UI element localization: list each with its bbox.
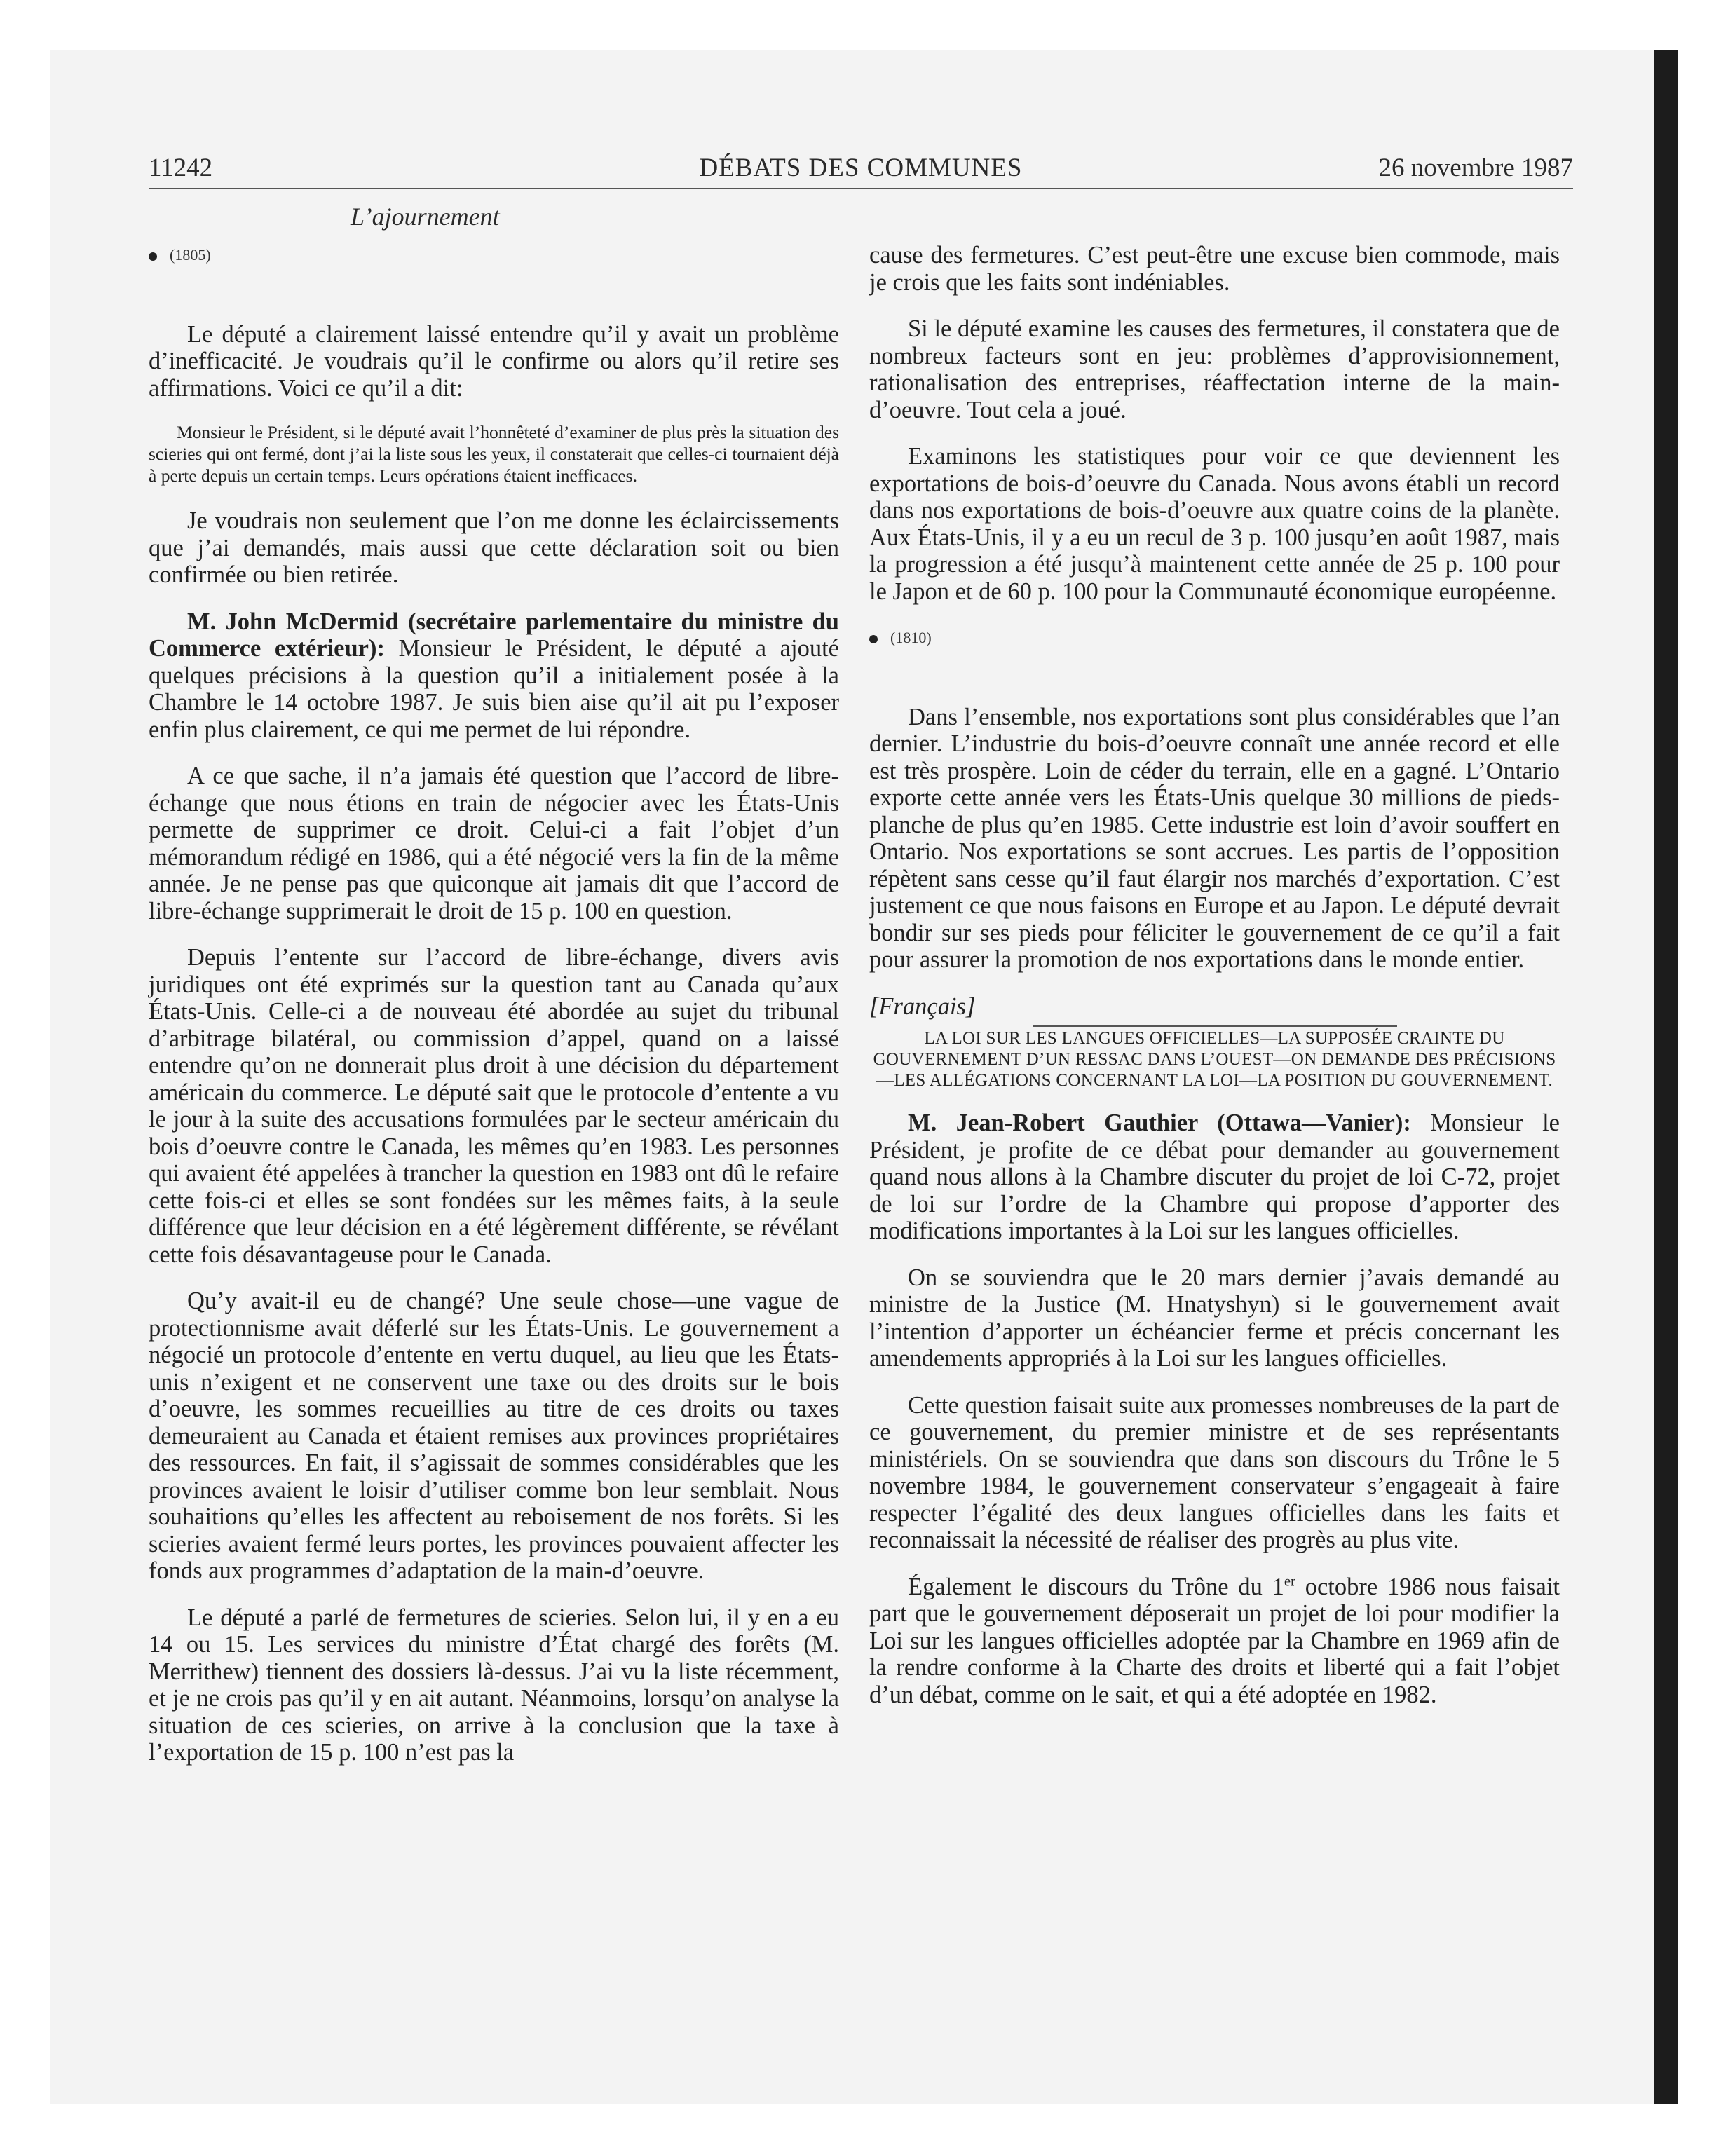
right-column xyxy=(869,242,1560,1728)
paragraph xyxy=(149,608,839,744)
left-column xyxy=(149,242,839,1786)
paragraph: cause des fermetures. C’est peut-être une excuse bien commode, mais je crois que les faits sont indéniables. xyxy=(869,242,1560,296)
time-marker-label: (1805) xyxy=(170,246,211,264)
text-span: octobre 1986 nous faisait part que le gouvernement déposerait un projet de loi pour modifier la Loi sur les langues officielles adoptée par la Chambre en 1969 afin de la rendre conforme à la Charte des droits et liberté qui a fait l’objet d’un débat, comme on le sait, et qui a été adoptée en 1982. xyxy=(869,1573,1560,1708)
language-tag: [Français] xyxy=(869,992,976,1020)
divider xyxy=(1033,1025,1397,1027)
paragraph: Cette question faisait suite aux promesses nombreuses de la part de ce gouvernement, du premier ministre et de ses représentants ministériels. On se souviendra que dans son discours du Trône le 5 novembre 1984, le gouvernement conservateur s’engageait à faire respecter l’égalité des deux langues officielles dans les faits et reconnaissait la nécessité de réaliser des progrès au plus vite. xyxy=(869,1391,1560,1553)
topic-heading-text: LA LOI SUR LES LANGUES OFFICIELLES—LA SUPPOSÉE CRAINTE DU GOUVERNEMENT D’UN RESSAC DANS L’OUEST—ON DEMANDE DES PRÉCISIONS—LES ALLÉGATIONS CONCERNANT LA LOI—LA POSITION DU GOUVERNEMENT. xyxy=(873,1029,1556,1090)
paragraph: Le député a parlé de fermetures de scieries. Selon lui, il y en a eu 14 ou 15. Les services du ministre d’État chargé des forêts (M. Merrithew) tiennent des dossiers là-dessus. J’ai vu la liste récemment, et je ne crois pas qu’il y en ait autant. Néanmoins, lorsqu’on analyse la situation de ces scieries, on arrive à la conclusion que la taxe à l’exportation de 15 p. 100 n’est pas la xyxy=(149,1604,839,1766)
bullet-icon xyxy=(149,252,157,261)
block-quote: Monsieur le Président, si le député avait l’honnêteté d’examiner de plus près la situation des scieries qui ont fermé, dont j’ai la liste sous les yeux, il constaterait que celles-ci tournaient déjà à perte depuis un certain temps. Leurs opérations étaient inefficaces. xyxy=(149,422,839,486)
text-span: Également le discours du Trône du 1 xyxy=(908,1573,1284,1600)
page-number: 11242 xyxy=(149,153,213,182)
paragraph: Le député a clairement laissé entendre qu’il y avait un problème d’inefficacité. Je voudrais qu’il le confirme ou alors qu’il retire ses affirmations. Voici ce qu’il a dit: xyxy=(149,320,839,402)
bullet-icon xyxy=(869,635,878,643)
speech-text: Monsieur le Président, le député a ajouté quelques précisions à la question qu’il a initialement posée à la Chambre le 14 octobre 1987. Je suis bien aise qu’il ait pu l’exposer enfin plus clairement, ce qui me permet de lui répondre. xyxy=(149,635,839,743)
time-marker-label: (1810) xyxy=(890,629,932,646)
time-marker xyxy=(149,242,839,269)
paragraph: On se souviendra que le 20 mars dernier j’avais demandé au ministre de la Justice (M. Hnatyshyn) si le gouvernement avait l’intention d’apporter un échéancier ferme et précis concernant les amendements appropriés à la Loi sur les langues officielles. xyxy=(869,1264,1560,1372)
publication-title: DÉBATS DES COMMUNES xyxy=(699,153,1023,182)
speaker-name: M. Jean-Robert Gauthier (Ottawa—Vanier): xyxy=(908,1110,1411,1136)
topic-heading xyxy=(869,1025,1560,1091)
paragraph: Dans l’ensemble, nos exportations sont plus considérables que l’an dernier. L’industrie du bois-d’oeuvre connaît une année record et elle est très prospère. Loin de céder du terrain, elle en a gagné. L’Ontario exporte cette année vers les États-Unis quelque 30 millions de pieds-planche de plus qu’en 1985. Cette industrie est loin d’avoir souffert en Ontario. Nos exportations se sont accrues. Les partis de l’opposition répètent sans cesse qu’il faut élargir nos marchés d’exportation. C’est justement ce que nous faisons en Europe et au Japon. Le député devrait bondir sur ses pieds pour féliciter le gouvernement de ce qu’il a fait pour assurer la promotion de nos exportations dans le monde entier. xyxy=(869,703,1560,973)
section-title: L’ajournement xyxy=(351,203,500,231)
speaker-name: M. John McDermid (secrétaire parlementaire du ministre du Commerce extérieur): xyxy=(149,608,839,662)
binding-edge xyxy=(1654,50,1678,2104)
speech-text: Monsieur le Président, je profite de ce débat pour demander au gouvernement quand nous allons à la Chambre discuter du projet de loi C-72, projet de loi sur l’ordre de la Chambre qui propose d’apporter des modifications importantes à la Loi sur les langues officielles. xyxy=(869,1110,1560,1244)
page-header xyxy=(149,153,1573,189)
paragraph: Examinons les statistiques pour voir ce que deviennent les exportations de bois-d’oeuvre du Canada. Nous avons établi un record dans nos exportations de bois-d’oeuvre aux quatre coins de la planète. Aux États-Unis, il y a eu un recul de 3 p. 100 jusqu’en août 1987, mais la progression a été jusqu’à maintenent cette année de 25 p. 100 pour le Japon et de 60 p. 100 pour la Communauté économique européenne. xyxy=(869,443,1560,605)
paragraph xyxy=(869,1574,1560,1709)
paragraph: Qu’y avait-il eu de changé? Une seule chose—une vague de protectionnisme avait déferlé sur les États-Unis. Le gouvernement a négocié un protocole d’entente en vertu duquel, au lieu que les États-unis n’exigent et ne conservent une taxe ou des droits sur le bois d’oeuvre, les sommes recueillies au titre de ces droits ou taxes demeuraient au Canada et étaient remises aux provinces propriétaires des ressources. En fait, il s’agissait de sommes considérables que les provinces avaient le loisir d’utiliser comme bon leur semblait. Nous souhaitions qu’elles les affectent au reboisement de nos forêts. Si les scieries avaient fermé leurs portes, les provinces pouvaient affecter les fonds aux programmes d’adaptation de la main-d’oeuvre. xyxy=(149,1288,839,1584)
paragraph: Si le député examine les causes des fermetures, il constatera que de nombreux facteurs sont en jeu: problèmes d’approvisionnement, rationalisation des entreprises, réaffectation interne de la main-d’oeuvre. Tout cela a joué. xyxy=(869,315,1560,423)
paragraph: A ce que sache, il n’a jamais été question que l’accord de libre-échange que nous étions en train de négocier avec les États-Unis permette de supprimer ce droit. Celui-ci a fait l’objet d’un mémorandum rédigé en 1986, qui a été négocié vers la fin de la même année. Je ne pense pas que quiconque ait jamais dit que l’accord de libre-échange supprimerait le droit de 15 p. 100 en question. xyxy=(149,763,839,925)
paragraph: Depuis l’entente sur l’accord de libre-échange, divers avis juridiques ont été exprimés sur la question tant au Canada qu’aux États-Unis. Celle-ci a de nouveau été abordée au sujet du tribunal d’arbitrage bilatéral, ou commission d’appel, quand on a laissé entendre qu’on ne donnerait plus droit à une décision du département américain du commerce. Le député sait que le protocole d’entente a vu le jour à la suite des accusations formulées par le secteur américain du bois d’oeuvre contre le Canada, les mêmes qu’en 1983. Les personnes qui avaient été appelées à trancher la question en 1983 ont dû le refaire cette fois-ci et elles se sont fondées sur les mêmes faits, à la seule différence que leur décision en a été légèrement différente, se révélant cette fois désavantageuse pour le Canada. xyxy=(149,944,839,1268)
publication-date: 26 novembre 1987 xyxy=(1378,153,1573,182)
time-marker xyxy=(869,625,1560,652)
paragraph xyxy=(869,1110,1560,1245)
superscript: er xyxy=(1284,1574,1295,1589)
paragraph: Je voudrais non seulement que l’on me donne les éclaircissements que j’ai demandés, mais aussi que cette déclaration soit ou bien confirmée ou bien retirée. xyxy=(149,507,839,588)
